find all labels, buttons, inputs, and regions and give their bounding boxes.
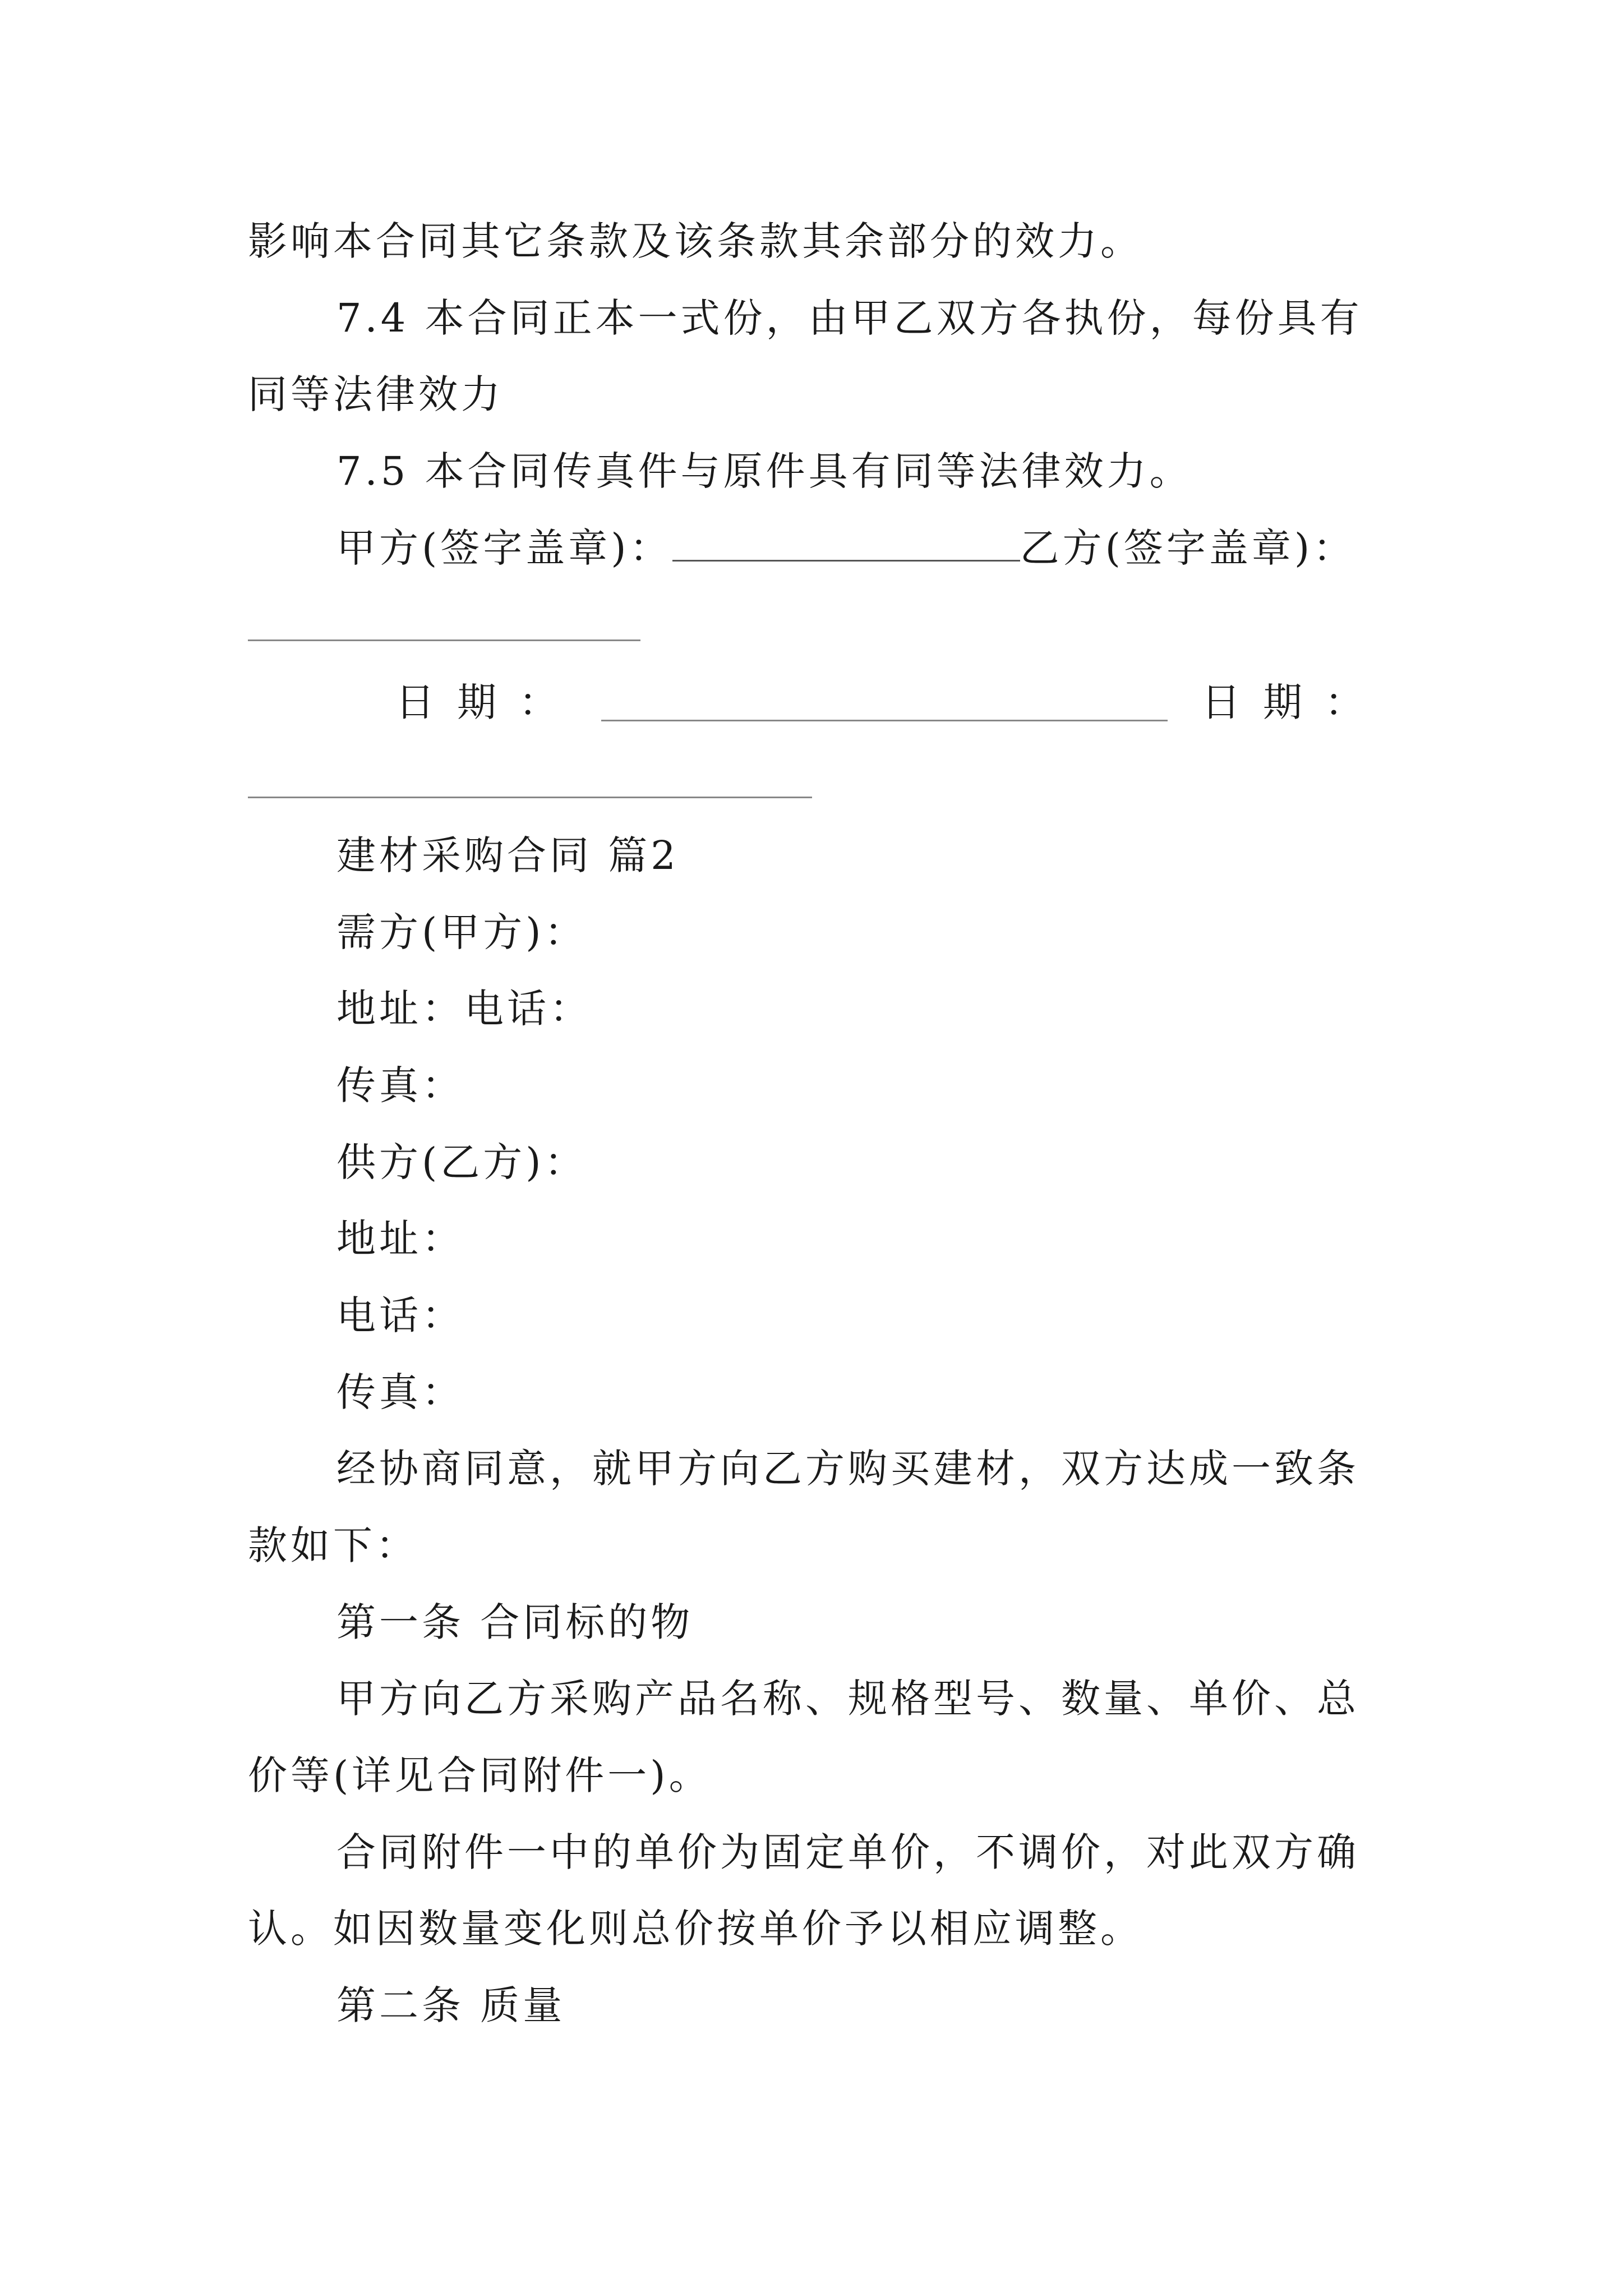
- date-label-a: 日期：: [395, 679, 580, 725]
- buyer-address-phone: 地址：电话：: [336, 986, 592, 1032]
- signature-blank-continued: [248, 639, 640, 641]
- signature-blank: [672, 526, 1020, 562]
- clause-7-4: 7.4 本合同正本一式份，由甲乙双方各执份，每份具有: [336, 295, 1363, 341]
- article-2-heading: 第二条 质量: [336, 1982, 566, 2028]
- seller-label: 供方(乙方)：: [336, 1139, 587, 1185]
- signature-line-party-a: [336, 523, 1355, 573]
- seller-address: 地址：: [336, 1216, 464, 1262]
- date-blank-continued: [248, 797, 812, 798]
- paragraph-price: 合同附件一中的单价为固定单价，不调价，对此双方确: [336, 1829, 1359, 1875]
- paragraph-intro-cont: 款如下：: [248, 1522, 418, 1568]
- buyer-fax: 传真：: [336, 1062, 464, 1108]
- date-label-b: 日期：: [1201, 679, 1386, 725]
- paragraph-price-cont: 认。如因数量变化则总价按单价予以相应调整。: [248, 1906, 1143, 1952]
- paragraph-products: 甲方向乙方采购产品名称、规格型号、数量、单价、总: [336, 1676, 1359, 1722]
- buyer-label: 需方(甲方)：: [336, 909, 587, 955]
- section-title: 建材采购合同 篇2: [336, 832, 679, 878]
- seller-phone: 电话：: [336, 1292, 464, 1338]
- date-blank: [601, 720, 1168, 721]
- paragraph-products-cont: 价等(详见合同附件一)。: [248, 1752, 712, 1798]
- party-b-sign-label: 乙方(签字盖章)：: [1020, 525, 1356, 571]
- text-line: 同等法律效力: [248, 371, 504, 417]
- paragraph-intro: 经协商同意，就甲方向乙方购买建材，双方达成一致条: [336, 1446, 1359, 1492]
- clause-7-5: 7.5 本合同传真件与原件具有同等法律效力。: [336, 448, 1192, 494]
- party-a-sign-label: 甲方(签字盖章)：: [336, 525, 672, 571]
- article-1-heading: 第一条 合同标的物: [336, 1599, 694, 1645]
- seller-fax: 传真：: [336, 1369, 464, 1415]
- text-line: 影响本合同其它条款及该条款其余部分的效力。: [248, 218, 1143, 264]
